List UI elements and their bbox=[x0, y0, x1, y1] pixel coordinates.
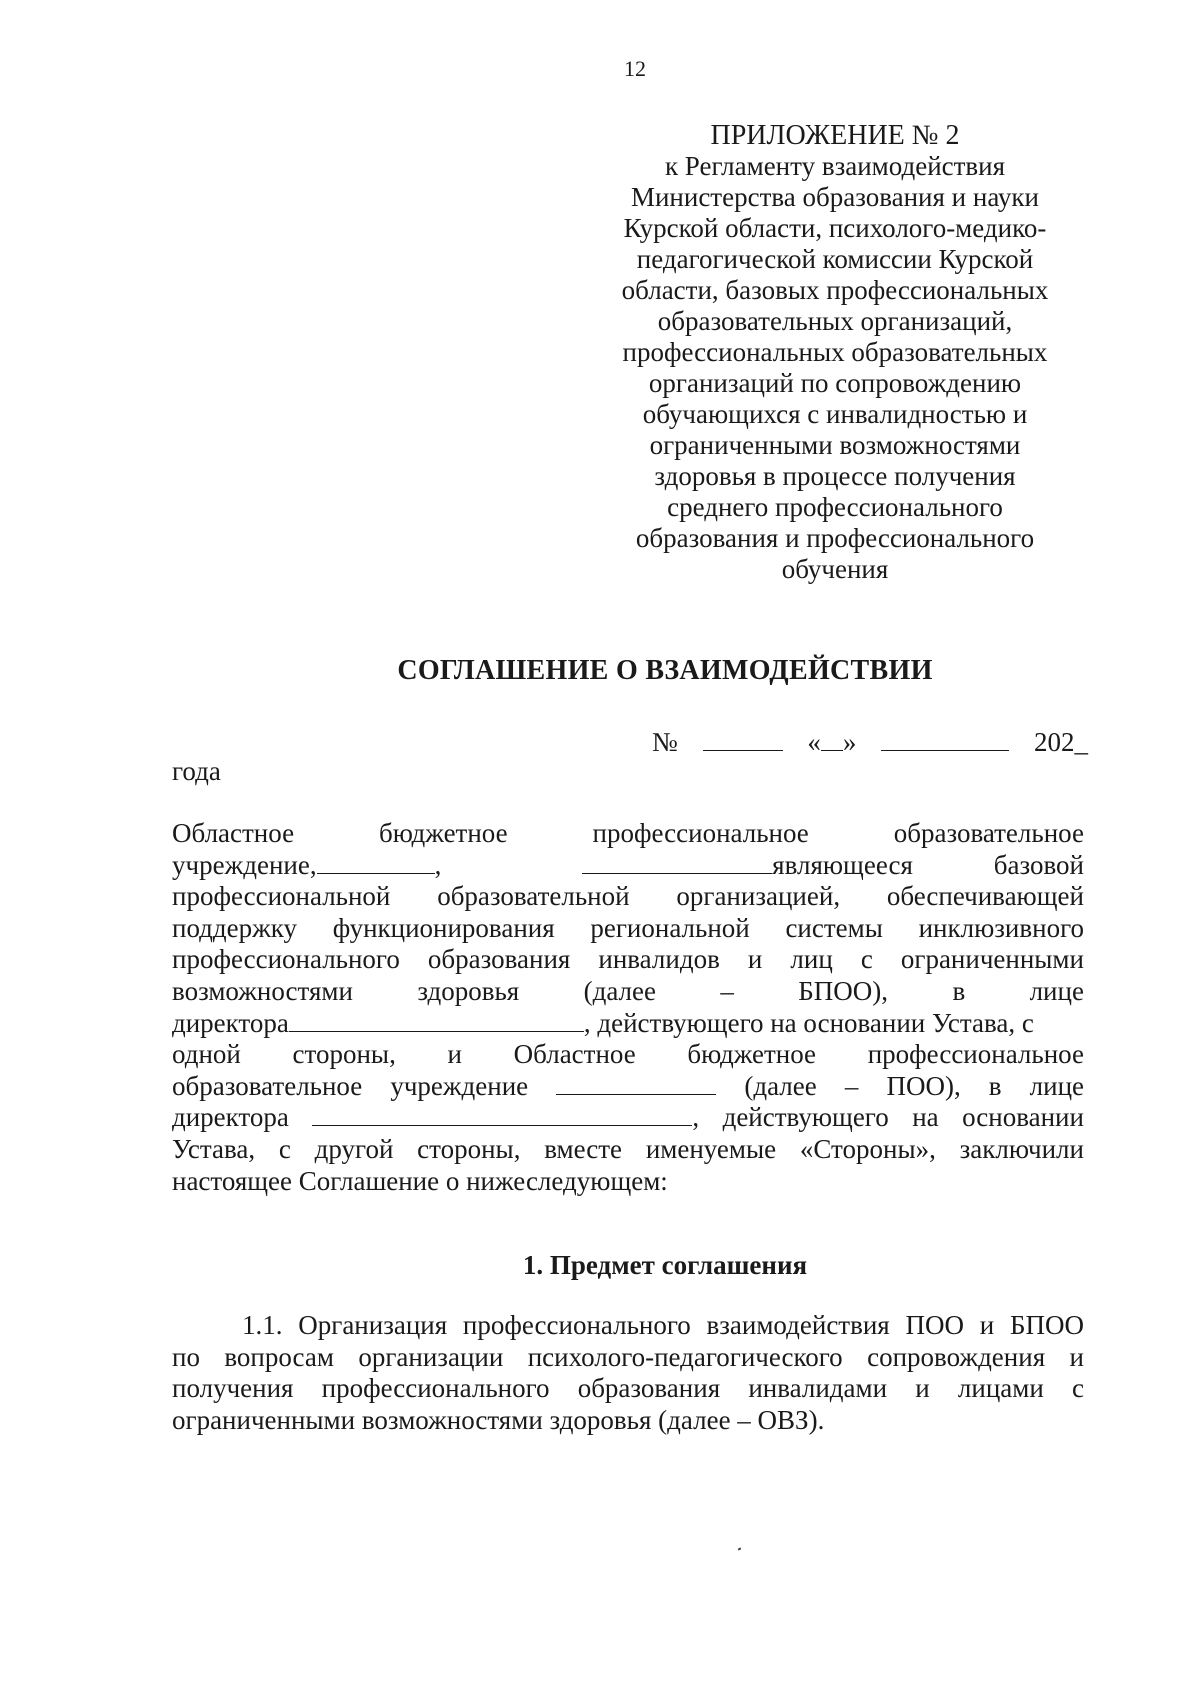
word: действующего bbox=[722, 1102, 889, 1133]
word: образования bbox=[577, 1373, 721, 1404]
last-line: ограниченными возможностями здоровья (далее – ОВЗ). bbox=[172, 1404, 825, 1435]
appendix-header bbox=[590, 120, 1080, 585]
word: Областное bbox=[513, 1039, 636, 1070]
text-line bbox=[172, 1166, 1084, 1198]
word: 1.1. bbox=[242, 1310, 283, 1340]
word: ПОО bbox=[905, 1310, 964, 1340]
word: инклюзивного bbox=[918, 912, 1084, 943]
word: ограниченными bbox=[900, 944, 1084, 975]
director-name-blank bbox=[312, 1105, 692, 1126]
appendix-title: ПРИЛОЖЕНИЕ № 2 bbox=[710, 120, 960, 151]
word: стороны, bbox=[292, 1039, 396, 1070]
word: бюджетное bbox=[379, 818, 508, 848]
scan-speck bbox=[738, 1547, 742, 1550]
word: с bbox=[1072, 1373, 1084, 1404]
agreement-number-date-line bbox=[652, 727, 1088, 758]
word: профессиональной bbox=[172, 881, 391, 912]
word: вопросам bbox=[224, 1341, 334, 1372]
text-line bbox=[172, 976, 1084, 1008]
appendix-line: Министерства образования и науки bbox=[630, 182, 1040, 212]
word: Организация bbox=[298, 1310, 448, 1340]
number-sign: № bbox=[652, 727, 678, 757]
day-field bbox=[807, 727, 856, 758]
word: сопровождения bbox=[867, 1341, 1046, 1372]
word: образовательной bbox=[437, 881, 630, 912]
section-title: 1. Предмет соглашения bbox=[522, 1250, 808, 1280]
text-line bbox=[172, 1310, 1084, 1342]
appendix-line: к Регламенту взаимодействия bbox=[664, 151, 1006, 181]
year-prefix: 202_ bbox=[1033, 727, 1088, 757]
appendix-line: образовательных организаций, bbox=[657, 306, 1013, 336]
clause-1-1 bbox=[172, 1310, 1084, 1436]
year-word: года bbox=[172, 756, 221, 786]
appendix-line: здоровья в процессе получения bbox=[654, 461, 1016, 491]
text-line bbox=[172, 881, 1084, 913]
number-blank bbox=[703, 728, 783, 751]
text-line bbox=[172, 944, 1084, 976]
word: в bbox=[952, 975, 966, 1006]
word: учреждение, , bbox=[172, 849, 442, 880]
word: Устава, bbox=[172, 1133, 256, 1164]
word: взаимодействия bbox=[706, 1310, 890, 1340]
word: функционирования bbox=[332, 912, 555, 943]
word: инвалидами bbox=[748, 1373, 888, 1404]
word: ПОО), bbox=[886, 1070, 961, 1101]
text-line bbox=[172, 1373, 1084, 1405]
director-name-blank bbox=[289, 1011, 584, 1032]
word: инвалидов bbox=[598, 944, 720, 975]
appendix-line: ограниченными возможностями bbox=[649, 430, 1021, 460]
word: по bbox=[172, 1341, 200, 1372]
appendix-line: Курской области, психолого-медико- bbox=[623, 213, 1047, 243]
word: с bbox=[860, 944, 873, 975]
word: профессионального bbox=[321, 1373, 550, 1404]
word: лиц bbox=[790, 944, 833, 975]
day-blank bbox=[821, 728, 843, 751]
word: лице bbox=[1029, 1070, 1084, 1101]
word: обеспечивающей bbox=[886, 881, 1084, 912]
word: психолого-педагогического bbox=[527, 1341, 843, 1372]
word: профессионального bbox=[462, 1310, 691, 1340]
word: другой bbox=[314, 1133, 394, 1164]
word: возможностями bbox=[172, 975, 353, 1006]
word: заключили bbox=[959, 1133, 1084, 1164]
word: (далее bbox=[583, 975, 657, 1006]
organization-blank bbox=[556, 1074, 716, 1095]
month-blank bbox=[881, 728, 1009, 751]
word: основании bbox=[962, 1102, 1084, 1133]
word: «Стороны», bbox=[799, 1133, 936, 1164]
appendix-line: среднего профессионального bbox=[667, 492, 1003, 522]
word: БПОО bbox=[1009, 1310, 1084, 1340]
word: базовой bbox=[993, 849, 1084, 880]
text-line bbox=[172, 1134, 1084, 1166]
word: и bbox=[915, 1373, 930, 1404]
word: бюджетное bbox=[687, 1039, 817, 1070]
text-line bbox=[172, 850, 1084, 882]
blank-line bbox=[317, 853, 435, 874]
word: образовательное bbox=[893, 818, 1084, 848]
word: директора bbox=[172, 1102, 289, 1133]
word: , действующего на основании Устава, с bbox=[583, 1007, 1034, 1038]
appendix-line: профессиональных образовательных bbox=[622, 337, 1048, 367]
word: учреждение bbox=[390, 1070, 529, 1101]
text-line bbox=[172, 1008, 1084, 1040]
text-line bbox=[172, 1405, 1084, 1437]
word: одной bbox=[172, 1039, 241, 1070]
word: организацией, bbox=[676, 881, 841, 912]
text-line bbox=[172, 1071, 1084, 1103]
text-line bbox=[172, 818, 1084, 850]
word: и bbox=[979, 1310, 995, 1340]
word: (далее bbox=[744, 1070, 817, 1101]
word: и bbox=[447, 1039, 462, 1070]
word: региональной bbox=[590, 912, 750, 943]
appendix-line: педагогической комиссии Курской bbox=[636, 244, 1034, 274]
word: лицами bbox=[957, 1373, 1044, 1404]
word: Областное bbox=[172, 818, 295, 848]
appendix-line: организаций по сопровождению bbox=[648, 368, 1022, 398]
word: и bbox=[747, 944, 763, 975]
document-title: СОГЛАШЕНИЕ О ВЗАИМОДЕЙСТВИИ bbox=[397, 655, 933, 686]
word: в bbox=[988, 1070, 1002, 1101]
word: являющееся bbox=[582, 850, 913, 882]
word: именуемые bbox=[645, 1133, 777, 1164]
word: , bbox=[312, 1102, 699, 1134]
word: системы bbox=[785, 912, 883, 943]
appendix-line: области, базовых профессиональных bbox=[621, 275, 1049, 305]
blank-line bbox=[582, 853, 772, 874]
appendix-line: образования и профессионального bbox=[635, 523, 1035, 553]
word: организации bbox=[358, 1341, 504, 1372]
word: лице bbox=[1029, 975, 1084, 1006]
word: образовательное bbox=[172, 1070, 363, 1101]
word: стороны, bbox=[417, 1133, 521, 1164]
word: БПОО), bbox=[798, 975, 889, 1006]
page-number: 12 bbox=[624, 56, 646, 81]
preamble-paragraph bbox=[172, 818, 1084, 1197]
text-line bbox=[172, 1039, 1084, 1071]
word: получения bbox=[172, 1373, 294, 1404]
word: профессиональное bbox=[867, 1039, 1084, 1070]
word: директора bbox=[172, 1007, 289, 1038]
appendix-line: обучающихся с инвалидностью и bbox=[642, 399, 1028, 429]
word: поддержку bbox=[172, 912, 298, 943]
text-line bbox=[172, 913, 1084, 945]
word: и bbox=[1069, 1341, 1084, 1372]
word: на bbox=[912, 1102, 939, 1133]
text-line bbox=[172, 1342, 1084, 1374]
text-line bbox=[172, 1102, 1084, 1134]
word: профессионального bbox=[172, 944, 400, 975]
word: с bbox=[278, 1133, 291, 1164]
appendix-line: обучения bbox=[781, 554, 889, 584]
quote-close: » bbox=[842, 727, 857, 757]
word: – bbox=[720, 975, 734, 1006]
word: – bbox=[844, 1070, 859, 1101]
word: вместе bbox=[544, 1133, 623, 1164]
last-line: настоящее Соглашение о нижеследующем: bbox=[172, 1165, 668, 1196]
word: профессиональное bbox=[592, 818, 809, 848]
word: здоровья bbox=[417, 975, 520, 1006]
quote-open: « bbox=[807, 727, 821, 757]
word: образования bbox=[427, 944, 571, 975]
